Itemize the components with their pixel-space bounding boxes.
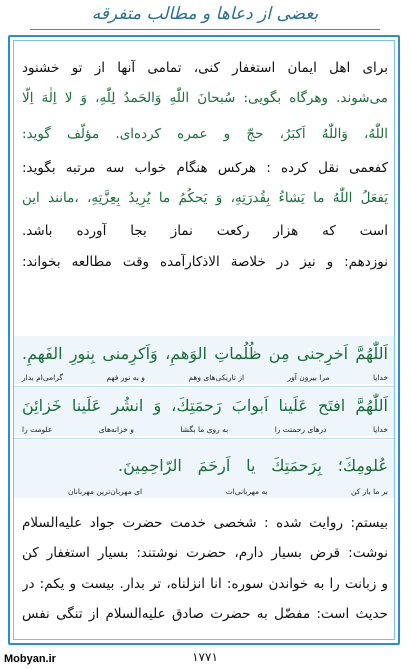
text-line: است که هزار رکعت نماز بجا آورده باشد. bbox=[22, 223, 388, 239]
dua-gloss bbox=[22, 424, 388, 436]
text-line: یَفعَلُ اللّٰهُ ما یَشاءُ بِقُدرَتِهِ، وَ یَحکُمُ ما یُرِیدُ بِعِزَّتِهِ، ،مانند این bbox=[22, 190, 388, 206]
text-line: نوزدهم: و نیز در خلاصة الاذکارآمده وقت مطالعه بخواند: bbox=[22, 254, 388, 270]
gloss-word: به روی ما بگشا bbox=[180, 425, 229, 434]
gloss-word: و خزانه‌های bbox=[98, 425, 134, 434]
gloss-word: به مهربانی‌ات bbox=[225, 487, 268, 496]
dua-gloss bbox=[22, 372, 388, 384]
page-number: ۱۷۷۱ bbox=[192, 650, 218, 664]
text-line: نوشت: قرض بسیار دارم، حضرت نوشتند: بسیار استغفار کن bbox=[22, 545, 388, 561]
text-line: حدیث است: مفضّل به حضرت صادق علیه‌السلام از تنگی نفس bbox=[22, 606, 388, 622]
gloss-word: از تاریکی‌های وهم bbox=[188, 373, 245, 382]
gloss-word: گرامی‌ام بدار bbox=[22, 373, 63, 382]
text-line: کفعمی نقل کرده : هرکس هنگام خواب سه مرتبه بگوید: bbox=[22, 160, 388, 176]
gloss-word: و به نور فهم bbox=[106, 373, 145, 382]
gloss-word: مرا بیرون آور bbox=[287, 373, 330, 382]
dua-line: اَللّٰهُمَّ افتَح عَلَینا اَبوابَ رَحمَتِكَ، وَ انشُر عَلَینا خَزائِنَ bbox=[22, 396, 388, 415]
dua-separator bbox=[14, 438, 394, 439]
dua-separator bbox=[14, 386, 394, 387]
text-line: می‌شوند. وهرگاه بگویی: سُبحانَ اللّٰهِ وَالحَمدُ لِلّٰهِ، وَ لا اِلٰهَ اِلّا bbox=[22, 90, 388, 106]
gloss-word: خدایا bbox=[372, 425, 388, 434]
gloss-word: درهای رحمتت را bbox=[274, 425, 327, 434]
text-line: اللّٰهُ، وَاللّٰهُ اَکبَرُ، حجّ و عمره کرده‌ای. مؤلّف گوید: bbox=[22, 126, 388, 142]
page-title: بعضی از دعاها و مطالب متفرقه bbox=[91, 4, 319, 24]
gloss-word: ای مهربان‌ترین مهربانان bbox=[68, 487, 143, 496]
text-line: بیستم: روایت شده : شخصی خدمت حضرت جواد علیه‌السلام bbox=[22, 515, 388, 531]
gloss-word: علومت را bbox=[22, 425, 53, 434]
site-watermark: Mobyan.ir bbox=[4, 653, 56, 665]
dua-line: اَللّٰهُمَّ اَخرِجنی مِن ظُلُماتِ الوَهمِ، وَاَکرِمنی بِنورِ الفَهمِ. bbox=[22, 344, 388, 363]
text-line: برای اهل ایمان استغفار کنی، تمامی آنها از تو خشنود bbox=[22, 60, 388, 76]
gloss-word: خدایا bbox=[372, 373, 388, 382]
text-line: و زبانت را به خواندن سوره: انا انزلناه، تر بدار. بیست و یکم: در bbox=[22, 576, 388, 592]
title-divider bbox=[30, 29, 380, 30]
gloss-word: بر ما باز کن bbox=[351, 487, 388, 496]
dua-gloss bbox=[68, 486, 388, 498]
dua-line: عُلومِكَ؛ بِرَحمَتِكَ یا اَرحَمَ الرّاحِمِینَ. bbox=[118, 456, 388, 475]
